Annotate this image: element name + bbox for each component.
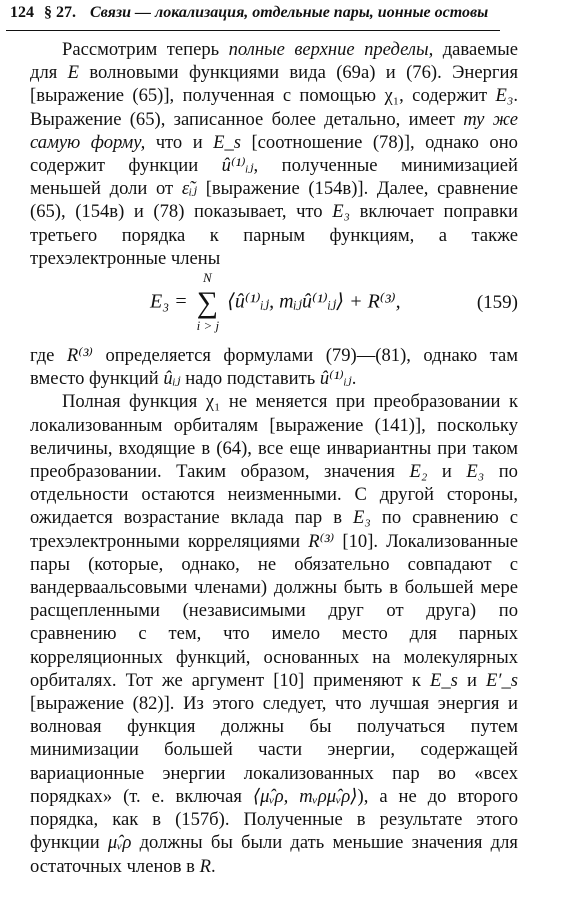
section-number: § 27. — [44, 4, 76, 21]
emphasis-text: полные верхние пределы, — [228, 39, 434, 60]
running-title: Связи — локализация, отдельные пары, ионные остовы — [90, 4, 489, 21]
paragraph-3: Полная функция χ₁ не меняется при преобразовании к локализованным орбиталям [выражение (141)], поскольку величины, входящие в (64), все еще инвариантны при таком преобразовании. Таким образом, значения E₂ и E₃ по отдельности остаются неизменными. С другой стороны, ожидается возрастание вклада пар в E₃ по сравнению с трехэлектронными корреляциями R⁽³⁾ [10]. Локализованные пары (которые, однако, не обязательно совпадают с вандерваальсовыми членами) должны быть в большей мере расщепленными (независимыми друг от друга) по сравнению с тем, что имело место для парных корреляционных функций, основанных на молекулярных орбиталях. Тот же аргумент [10] применяют к E_s и E′_s [выражение (82)]. Из этого следует, что лучшая энергия и волновая функция должны бы получаться путем минимизации большей части энергии, содержащей вариационные энергии локализованных пар во «всех порядках» (т. е. включая ⟨μ̂ᵥρ, mᵥρμ̂ᵥρ⟩), а не до второго порядка, как в (157б). Полученные в результате этого функции μ̂ᵥρ должны бы были дать меньшие значения для остаточных членов в R. — [30, 391, 518, 877]
equation-159 — [30, 270, 518, 336]
header-rule — [6, 30, 500, 31]
emphasis-text: ту же самую форму, — [30, 108, 519, 153]
sum-sign: N ∑ i > j — [196, 270, 220, 334]
paragraph-2: где R⁽³⁾ определяется формулами (79)—(81), однако там вместо функций ûᵢⱼ надо подставить û⁽¹⁾ᵢⱼ. — [30, 345, 519, 390]
paragraph-1: Рассмотрим теперь полные верхние пределы, даваемые для E волновыми функциями вида (69а) и (76). Энергия [выражение (65)], полученная с помощью χ₁, содержит E₃. Выражение (65), записанное более детально, имеет ту же самую форму, что и E_s [соотношение (78)], однако оно содержит функции û⁽¹⁾ᵢⱼ, полученные минимизацией меньшей доли от ε̃ᵢⱼ [выражение (154в)]. Далее, сравнение (65), (154в) и (78) показывает, что E₃ включает поправки третьего порядка к парным функциям, а также трехэлектронные члены — [30, 39, 519, 269]
page-number: 124 — [10, 4, 34, 21]
equation-number: (159) — [476, 292, 518, 314]
running-header — [10, 4, 488, 22]
equation-expression: E₃ = N ∑ i > j ⟨û⁽¹⁾ᵢⱼ, mᵢⱼû⁽¹⁾ᵢⱼ⟩ + R⁽³⁾, — [150, 270, 401, 334]
page-body — [30, 38, 518, 878]
